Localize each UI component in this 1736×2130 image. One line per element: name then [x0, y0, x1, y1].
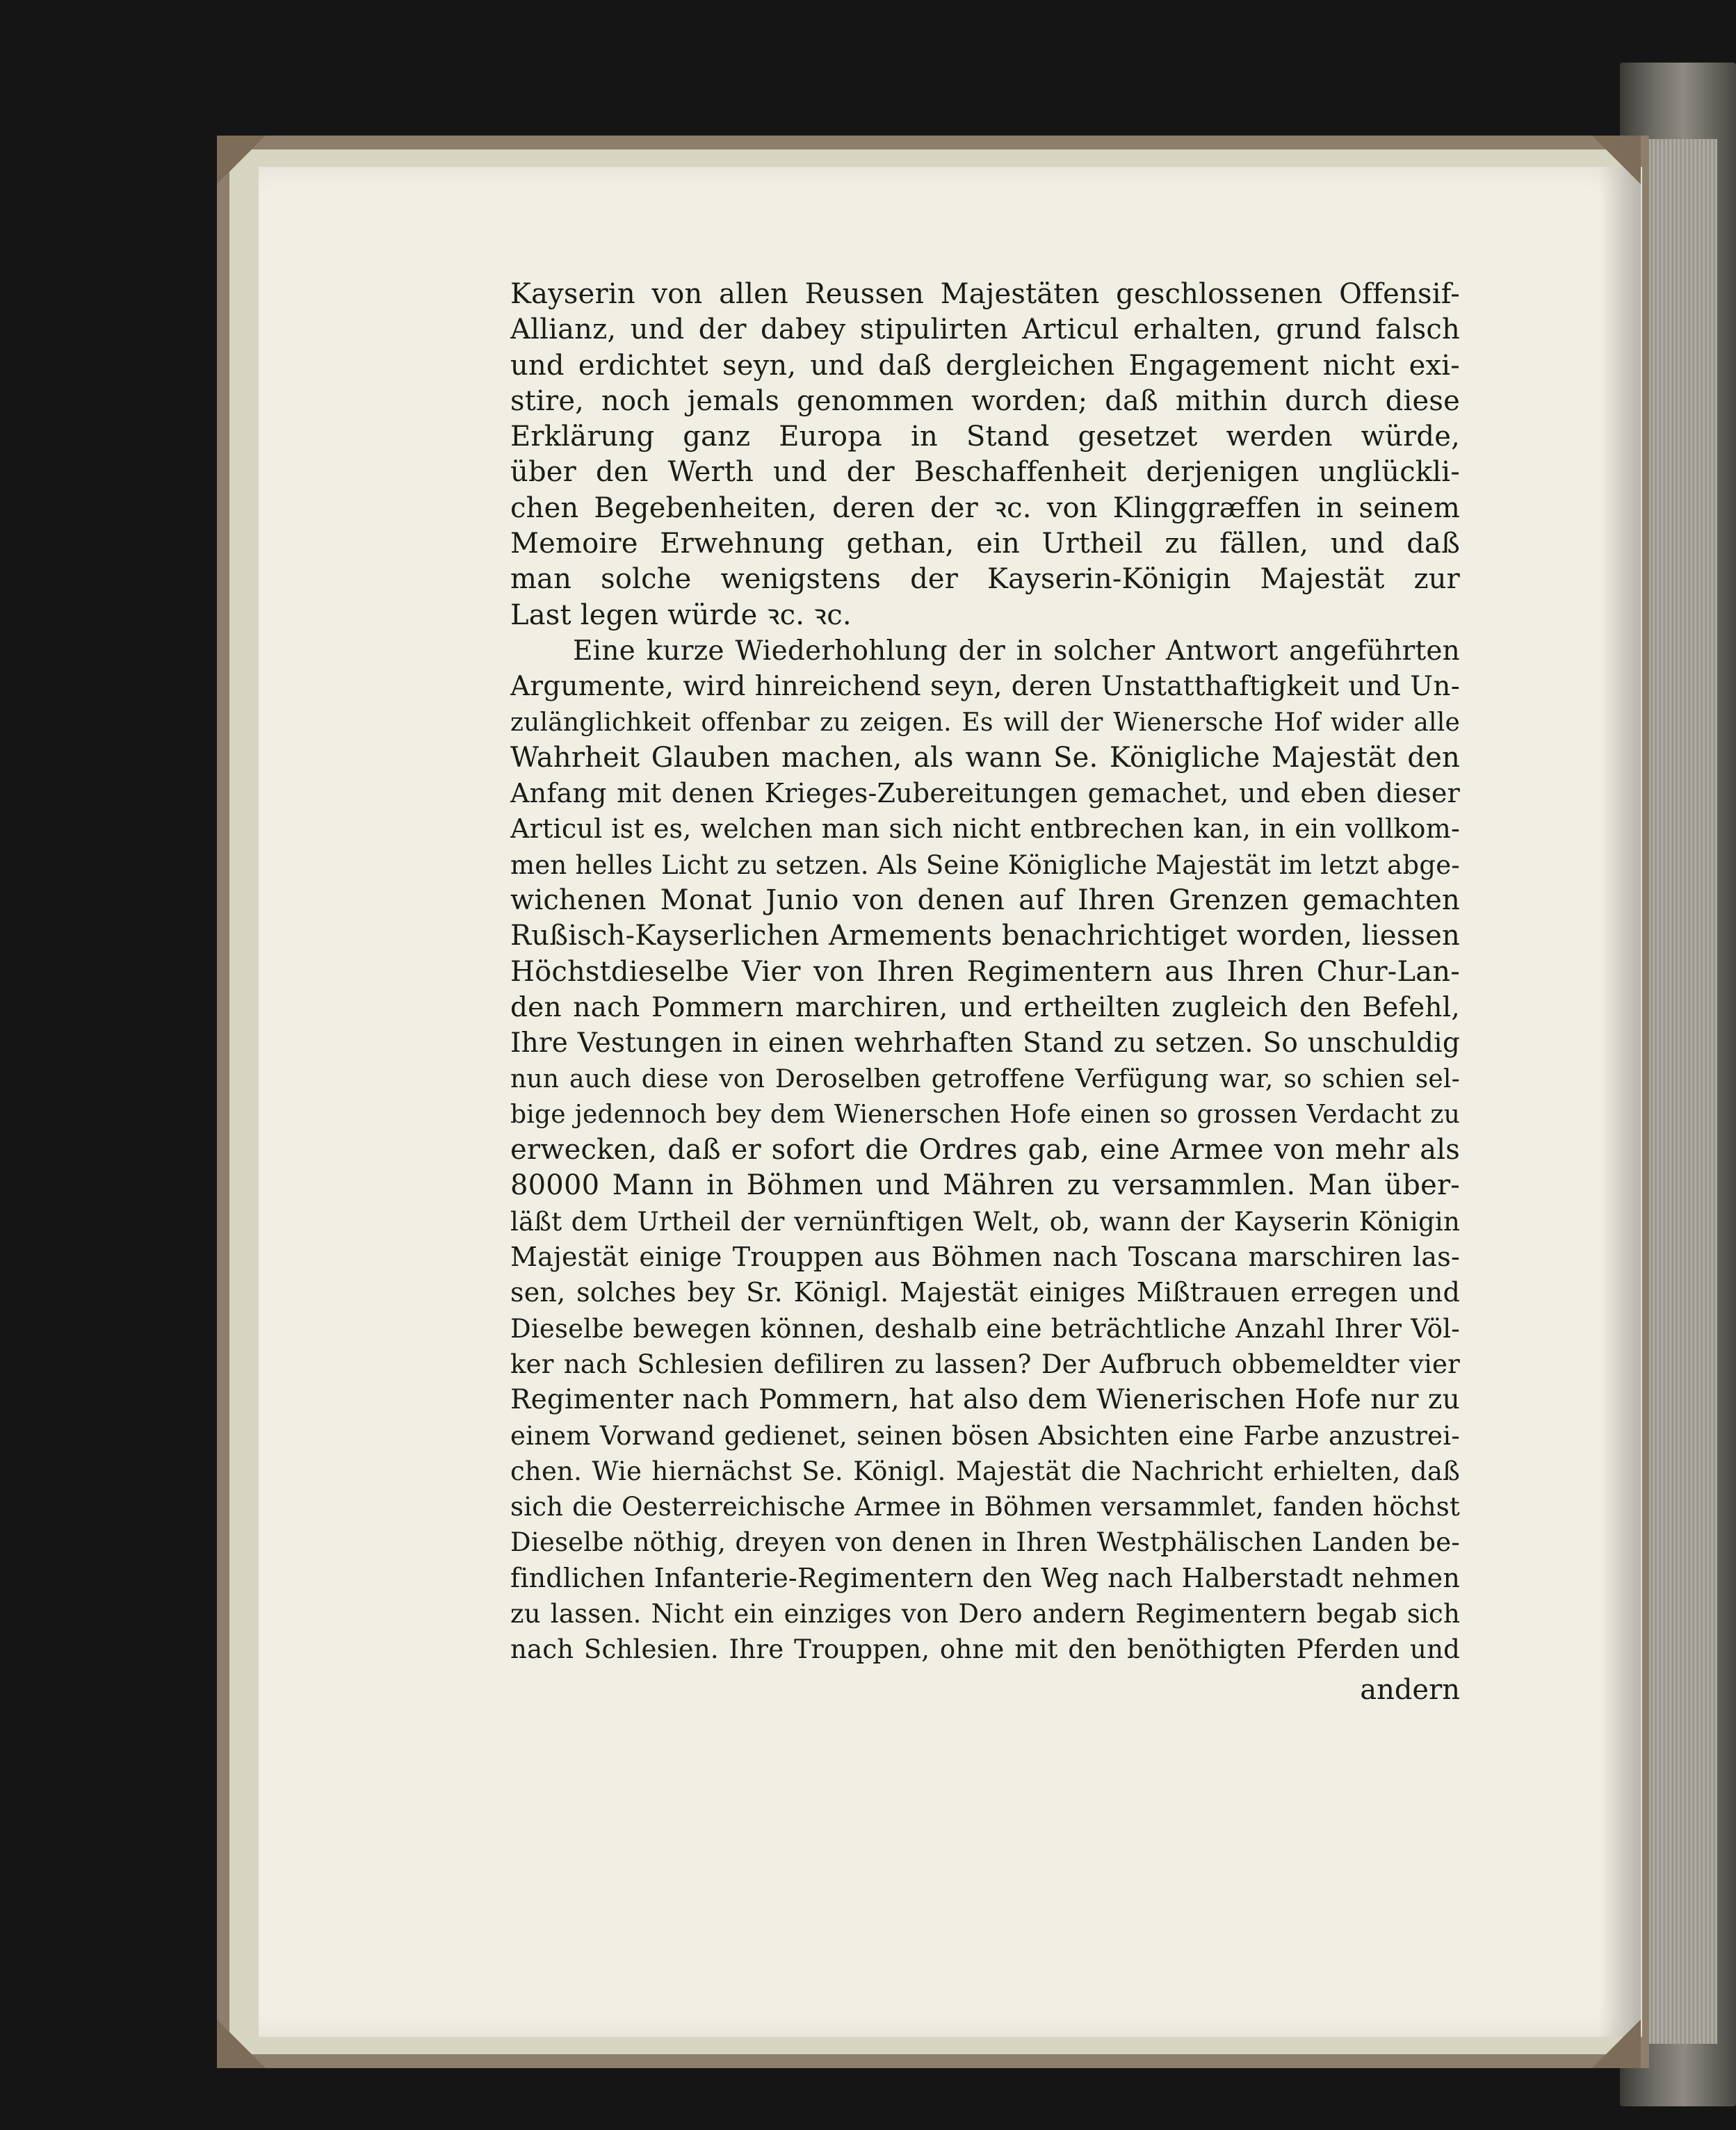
text-line: Kayserin von allen Reussen Majestäten geschlossenen Offensif-: [510, 278, 1460, 310]
text-line: über den Werth und der Beschaffenheit derjenigen unglückli-: [510, 456, 1460, 489]
text-line: Regimenter nach Pommern, hat also dem Wienerischen Hofe nur zu: [510, 1384, 1460, 1416]
text-line: sich die Oesterreichische Armee in Böhmen versammlet, fanden höchst: [510, 1492, 1460, 1522]
text-line: findlichen Infanterie-Regimentern den Weg nach Halberstadt nehmen: [510, 1562, 1460, 1593]
text-line: Dieselbe bewegen können, deshalb eine beträchtliche Anzahl Ihrer Völ-: [510, 1313, 1460, 1344]
text-line: Dieselbe nöthig, dreyen von denen in Ihren Westphälischen Landen be-: [510, 1527, 1460, 1558]
text-line: stire, noch jemals genommen worden; daß mithin durch diese: [510, 384, 1460, 417]
text-line: man solche wenigstens der Kayserin-Königin Majestät zur: [510, 563, 1460, 596]
text-line: Memoire Erwehnung gethan, ein Urtheil zu fällen, und daß: [510, 528, 1460, 560]
text-line: Allianz, und der dabey stipulirten Articul erhalten, grund falsch: [510, 314, 1460, 346]
text-line: zulänglichkeit offenbar zu zeigen. Es will der Wienersche Hof wider alle: [510, 708, 1460, 737]
catchword: andern: [1360, 1674, 1460, 1706]
text-line: Majestät einige Trouppen aus Böhmen nach Toscana marschiren las-: [510, 1242, 1460, 1273]
text-line: Articul ist es, welchen man sich nicht entbrechen kan, in ein vollkom-: [510, 813, 1460, 845]
text-line: erwecken, daß er sofort die Ordres gab, eine Armee von mehr als: [510, 1134, 1460, 1166]
page-stack-edge: [1648, 139, 1717, 2044]
text-line: läßt dem Urtheil der vernünftigen Welt, ob, wann der Kayserin Königin: [510, 1206, 1460, 1237]
text-line: nach Schlesien. Ihre Trouppen, ohne mit den benöthigten Pferden und: [510, 1634, 1460, 1665]
text-line: zu lassen. Nicht ein einziges von Dero andern Regimentern begab sich: [510, 1598, 1460, 1629]
text-line: Eine kurze Wiederhohlung der in solcher Antwort angeführten: [573, 635, 1460, 667]
text-line: Wahrheit Glauben machen, als wann Se. Königliche Majestät den: [510, 741, 1460, 774]
text-line: Last legen würde ꝛc. ꝛc.: [510, 599, 852, 631]
text-line: und erdichtet seyn, und daß dergleichen Engagement nicht exi-: [510, 349, 1460, 382]
text-line: Höchstdieselbe Vier von Ihren Regimentern aus Ihren Chur-Lan-: [510, 955, 1460, 988]
text-line: chen Begebenheiten, deren der ꝛc. von Klinggræffen in seinem: [510, 491, 1460, 524]
text-line: den nach Pommern marchiren, und ertheilten zugleich den Befehl,: [510, 991, 1460, 1023]
body-text: [510, 277, 1460, 1668]
text-line: Anfang mit denen Krieges-Zubereitungen gemachet, und eben dieser: [510, 778, 1460, 809]
text-line: einem Vorwand gedienet, seinen bösen Absichten eine Farbe anzustrei-: [510, 1420, 1460, 1451]
text-line: nun auch diese von Deroselben getroffene Verfügung war, so schien sel-: [510, 1064, 1460, 1094]
text-line: 80000 Mann in Böhmen und Mähren zu versammlen. Man über-: [510, 1169, 1460, 1202]
text-line: Argumente, wird hinreichend seyn, deren Unstatthaftigkeit und Un-: [510, 671, 1460, 703]
page-gutter-shadow: [1599, 167, 1641, 2037]
text-line: ker nach Schlesien defiliren zu lassen? Der Aufbruch obbemeldter vier: [510, 1349, 1460, 1379]
text-line: Rußisch-Kayserlichen Armements benachrichtiget worden, liessen: [510, 920, 1460, 952]
text-line: chen. Wie hiernächst Se. Königl. Majestät die Nachricht erhielten, daß: [510, 1456, 1460, 1486]
text-line: men helles Licht zu setzen. Als Seine Königliche Majestät im letzt abge-: [510, 849, 1460, 880]
text-line: Ihre Vestungen in einen wehrhaften Stand zu setzen. So unschuldig: [510, 1027, 1460, 1059]
text-line: bige jedennoch bey dem Wienerschen Hofe einen so grossen Verdacht zu: [510, 1100, 1460, 1129]
text-line: wichenen Monat Junio von denen auf Ihren Grenzen gemachten: [510, 884, 1460, 917]
text-line: Erklärung ganz Europa in Stand gesetzet werden würde,: [510, 421, 1460, 453]
text-line: sen, solches bey Sr. Königl. Majestät einiges Mißtrauen erregen und: [510, 1277, 1460, 1308]
